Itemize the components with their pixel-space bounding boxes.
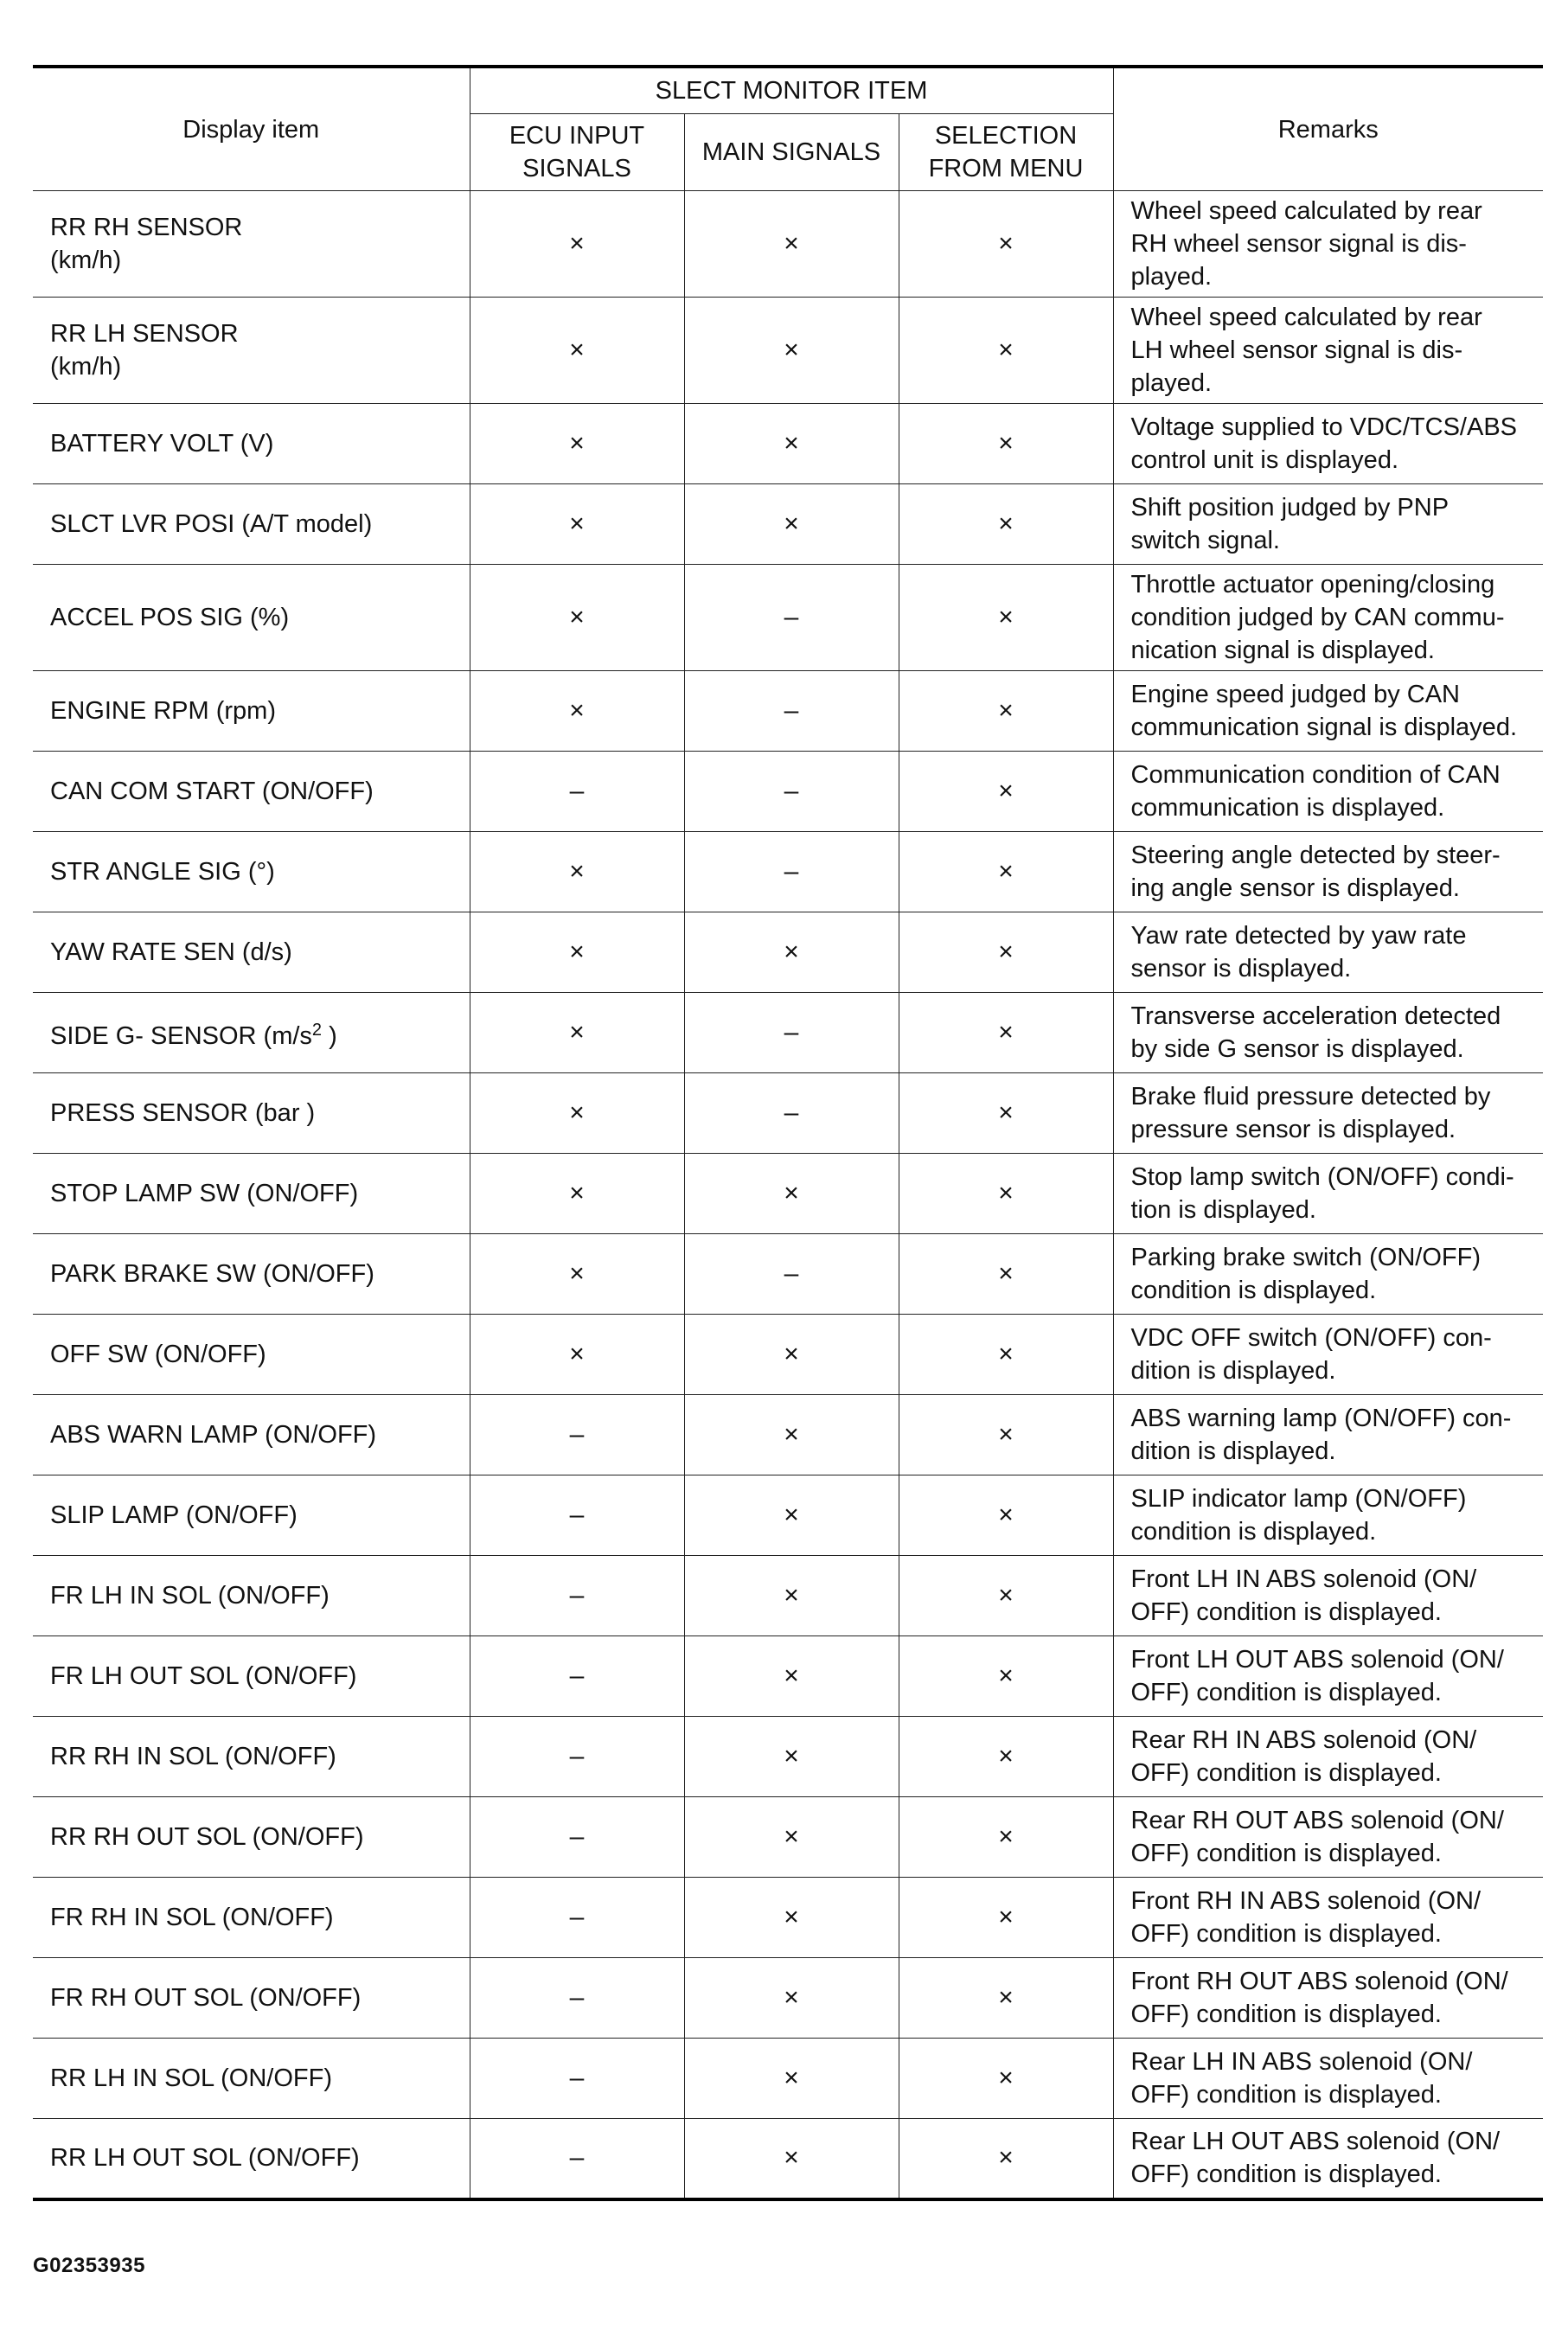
remarks-cell (1113, 1315, 1543, 1395)
ecu-input-mark: – (470, 1797, 684, 1878)
display-item-cell (33, 832, 470, 912)
display-item-text: STOP LAMP SW (ON/OFF) (50, 1180, 359, 1207)
selection-menu-mark: × (899, 1797, 1113, 1878)
main-signals-mark: – (684, 1234, 899, 1315)
display-item-text: FR LH OUT SOL (ON/OFF) (50, 1662, 357, 1690)
ecu-input-mark: – (470, 2039, 684, 2119)
remarks-line: Front RH OUT ABS solenoid (ON/ (1130, 1968, 1508, 1995)
display-item-text: RR LH SENSOR (50, 320, 239, 348)
remarks-line: ing angle sensor is displayed. (1130, 874, 1460, 902)
remarks-line: tion is displayed. (1130, 1196, 1316, 1224)
main-signals-mark: × (684, 1958, 899, 2039)
display-item-cell (33, 1717, 470, 1797)
display-item-cell (33, 1475, 470, 1556)
display-item-cell (33, 1073, 470, 1154)
table-row (33, 1958, 1543, 2039)
main-signals-mark: × (684, 2039, 899, 2119)
selection-menu-mark: × (899, 1073, 1113, 1154)
main-signals-mark: × (684, 2119, 899, 2199)
display-item-cell (33, 1636, 470, 1717)
main-signals-mark: × (684, 1878, 899, 1958)
remarks-cell (1113, 832, 1543, 912)
table-row (33, 565, 1543, 671)
display-item-text: YAW RATE SEN (d/s) (50, 938, 292, 966)
table-row (33, 1475, 1543, 1556)
table-row (33, 671, 1543, 752)
remarks-line: OFF) condition is displayed. (1130, 2160, 1442, 2189)
selection-menu-mark: × (899, 1475, 1113, 1556)
table-row (33, 404, 1543, 484)
main-signals-mark: × (684, 1475, 899, 1556)
selection-menu-mark: × (899, 1154, 1113, 1234)
ecu-input-mark: – (470, 752, 684, 832)
table-row (33, 1717, 1543, 1797)
monitor-item-table-container (33, 65, 1543, 2201)
selection-menu-mark: × (899, 404, 1113, 484)
remarks-line: condition is displayed. (1130, 1518, 1377, 1546)
display-item-cell (33, 671, 470, 752)
display-item-cell (33, 298, 470, 404)
table-row (33, 1878, 1543, 1958)
display-item-text: FR RH IN SOL (ON/OFF) (50, 1904, 334, 1931)
main-signals-mark: × (684, 484, 899, 565)
display-item-cell (33, 1315, 470, 1395)
table-row (33, 1395, 1543, 1475)
main-signals-mark: × (684, 1797, 899, 1878)
main-signals-mark: × (684, 1556, 899, 1636)
remarks-line: Voltage supplied to VDC/TCS/ABS (1130, 413, 1518, 441)
selection-menu-mark: × (899, 1958, 1113, 2039)
table-row (33, 1315, 1543, 1395)
display-item-cell (33, 1797, 470, 1878)
display-item-text: OFF SW (ON/OFF) (50, 1341, 266, 1368)
table-row (33, 191, 1543, 298)
selection-menu-mark: × (899, 1717, 1113, 1797)
remarks-line: OFF) condition is displayed. (1130, 1679, 1442, 1706)
remarks-line: OFF) condition is displayed. (1130, 2081, 1442, 2109)
remarks-line: Brake fluid pressure detected by (1130, 1083, 1491, 1111)
remarks-line: Communication condition of CAN (1130, 761, 1501, 789)
main-signals-mark: × (684, 1315, 899, 1395)
main-signals-mark: × (684, 1636, 899, 1717)
main-signals-mark: × (684, 1154, 899, 1234)
remarks-cell (1113, 671, 1543, 752)
remarks-line: condition is displayed. (1130, 1277, 1377, 1304)
header-select-monitor-item: SLECT MONITOR ITEM (470, 67, 1113, 114)
selection-menu-mark: × (899, 298, 1113, 404)
selection-menu-mark: × (899, 1878, 1113, 1958)
display-item-text: SLIP LAMP (ON/OFF) (50, 1501, 298, 1529)
display-item-cell (33, 1556, 470, 1636)
ecu-input-mark: × (470, 1315, 684, 1395)
remarks-line: Yaw rate detected by yaw rate (1130, 922, 1467, 950)
ecu-input-mark: – (470, 1878, 684, 1958)
display-item-text: SIDE G- SENSOR (m/s (50, 1021, 312, 1050)
display-item-cell (33, 752, 470, 832)
display-item-cell (33, 1878, 470, 1958)
display-item-cell (33, 1395, 470, 1475)
remarks-line: pressure sensor is displayed. (1130, 1116, 1456, 1143)
selection-menu-mark: × (899, 993, 1113, 1073)
selection-menu-mark: × (899, 1315, 1113, 1395)
remarks-line: control unit is displayed. (1130, 446, 1398, 474)
display-item-text: PRESS SENSOR (bar ) (50, 1099, 316, 1127)
selection-menu-mark: × (899, 1556, 1113, 1636)
main-signals-mark: – (684, 671, 899, 752)
display-item-text: STR ANGLE SIG (°) (50, 858, 275, 886)
header-main-signals: MAIN SIGNALS (684, 114, 899, 191)
remarks-line: Rear LH OUT ABS solenoid (ON/ (1130, 2128, 1501, 2156)
table-row (33, 752, 1543, 832)
display-item-text: RR RH SENSOR (50, 214, 243, 241)
selection-menu-mark: × (899, 191, 1113, 298)
display-item-cell (33, 191, 470, 298)
remarks-cell (1113, 404, 1543, 484)
table-row (33, 2039, 1543, 2119)
table-row (33, 1234, 1543, 1315)
remarks-line: Parking brake switch (ON/OFF) (1130, 1244, 1481, 1271)
remarks-line: played. (1130, 263, 1213, 291)
superscript: 2 (311, 1020, 323, 1040)
table-row (33, 912, 1543, 993)
header-selection-line-2: FROM MENU (928, 155, 1084, 182)
remarks-cell (1113, 1395, 1543, 1475)
display-item-cell (33, 1154, 470, 1234)
ecu-input-mark: – (470, 1395, 684, 1475)
table-row (33, 298, 1543, 404)
remarks-line: Rear RH IN ABS solenoid (ON/ (1130, 1726, 1477, 1754)
main-signals-mark: × (684, 404, 899, 484)
ecu-input-mark: × (470, 1073, 684, 1154)
remarks-line: OFF) condition is displayed. (1130, 1920, 1442, 1948)
remarks-line: Shift position judged by PNP (1130, 494, 1450, 522)
display-item-text: SLCT LVR POSI (A/T model) (50, 510, 373, 538)
remarks-line: OFF) condition is displayed. (1130, 1840, 1442, 1867)
header-ecu-line-2: SIGNALS (522, 155, 631, 182)
display-item-cell (33, 993, 470, 1073)
remarks-line: RH wheel sensor signal is dis- (1130, 230, 1467, 258)
table-row (33, 1154, 1543, 1234)
main-signals-mark: × (684, 912, 899, 993)
remarks-cell (1113, 1717, 1543, 1797)
display-item-cell (33, 2039, 470, 2119)
display-item-text: (km/h) (50, 246, 122, 274)
display-item-cell (33, 484, 470, 565)
main-signals-mark: × (684, 191, 899, 298)
remarks-line: Front RH IN ABS solenoid (ON/ (1130, 1887, 1482, 1915)
display-item-text: FR LH IN SOL (ON/OFF) (50, 1582, 330, 1610)
main-signals-mark: × (684, 1395, 899, 1475)
display-item-cell (33, 1234, 470, 1315)
display-item-cell (33, 2119, 470, 2199)
display-item-text: PARK BRAKE SW (ON/OFF) (50, 1260, 374, 1288)
remarks-cell (1113, 1556, 1543, 1636)
display-item-tail: ) (322, 1021, 337, 1050)
remarks-line: nication signal is displayed. (1130, 637, 1435, 664)
selection-menu-mark: × (899, 671, 1113, 752)
main-signals-mark: – (684, 752, 899, 832)
remarks-cell (1113, 993, 1543, 1073)
table-row (33, 2119, 1543, 2199)
remarks-cell (1113, 1073, 1543, 1154)
ecu-input-mark: – (470, 1475, 684, 1556)
table-row (33, 1797, 1543, 1878)
remarks-line: dition is displayed. (1130, 1357, 1336, 1385)
remarks-line: Transverse acceleration detected (1130, 1002, 1501, 1030)
display-item-text: BATTERY VOLT (V) (50, 430, 274, 458)
remarks-line: switch signal. (1130, 527, 1280, 554)
ecu-input-mark: × (470, 565, 684, 671)
header-display-item: Display item (33, 67, 470, 191)
display-item-text: ABS WARN LAMP (ON/OFF) (50, 1421, 377, 1449)
remarks-line: OFF) condition is displayed. (1130, 1759, 1442, 1787)
remarks-line: communication is displayed. (1130, 794, 1445, 822)
display-item-text: (km/h) (50, 353, 122, 381)
table-row (33, 993, 1543, 1073)
display-item-cell (33, 1958, 470, 2039)
remarks-line: Steering angle detected by steer- (1130, 842, 1501, 869)
display-item-text: RR RH IN SOL (ON/OFF) (50, 1743, 336, 1770)
remarks-cell (1113, 1636, 1543, 1717)
main-signals-mark: – (684, 993, 899, 1073)
header-selection-line-1: SELECTION (934, 122, 1078, 150)
header-ecu-input-signals (470, 114, 684, 191)
remarks-line: OFF) condition is displayed. (1130, 1598, 1442, 1626)
selection-menu-mark: × (899, 2039, 1113, 2119)
remarks-line: Rear RH OUT ABS solenoid (ON/ (1130, 1807, 1504, 1834)
selection-menu-mark: × (899, 1234, 1113, 1315)
remarks-cell (1113, 2119, 1543, 2199)
display-item-text: RR RH OUT SOL (ON/OFF) (50, 1823, 364, 1851)
remarks-line: condition judged by CAN commu- (1130, 604, 1505, 631)
remarks-line: dition is displayed. (1130, 1437, 1336, 1465)
table-row (33, 832, 1543, 912)
remarks-cell (1113, 298, 1543, 404)
display-item-text: FR RH OUT SOL (ON/OFF) (50, 1984, 362, 2012)
selection-menu-mark: × (899, 565, 1113, 671)
remarks-line: Engine speed judged by CAN (1130, 681, 1460, 708)
main-signals-mark: × (684, 298, 899, 404)
ecu-input-mark: × (470, 191, 684, 298)
remarks-cell (1113, 2039, 1543, 2119)
table-row (33, 484, 1543, 565)
remarks-line: ABS warning lamp (ON/OFF) con- (1130, 1405, 1512, 1432)
remarks-cell (1113, 484, 1543, 565)
monitor-item-table (33, 65, 1543, 2201)
selection-menu-mark: × (899, 1636, 1113, 1717)
remarks-line: VDC OFF switch (ON/OFF) con- (1130, 1324, 1492, 1352)
remarks-cell (1113, 1234, 1543, 1315)
remarks-cell (1113, 1154, 1543, 1234)
main-signals-mark: – (684, 1073, 899, 1154)
remarks-line: communication signal is displayed. (1130, 714, 1517, 741)
table-header (33, 67, 1543, 191)
main-signals-mark: – (684, 832, 899, 912)
header-ecu-line-1: ECU INPUT (509, 122, 645, 150)
ecu-input-mark: – (470, 1958, 684, 2039)
display-item-text: RR LH OUT SOL (ON/OFF) (50, 2144, 360, 2173)
ecu-input-mark: × (470, 484, 684, 565)
remarks-line: Throttle actuator opening/closing (1130, 571, 1495, 599)
selection-menu-mark: × (899, 484, 1113, 565)
remarks-cell (1113, 191, 1543, 298)
remarks-line: Stop lamp switch (ON/OFF) condi- (1130, 1163, 1514, 1191)
ecu-input-mark: × (470, 671, 684, 752)
selection-menu-mark: × (899, 2119, 1113, 2199)
display-item-text: RR LH IN SOL (ON/OFF) (50, 2064, 332, 2092)
remarks-line: OFF) condition is displayed. (1130, 2000, 1442, 2028)
remarks-line: Wheel speed calculated by rear (1130, 197, 1482, 225)
remarks-line: Wheel speed calculated by rear (1130, 304, 1482, 331)
main-signals-mark: – (684, 565, 899, 671)
table-row (33, 1073, 1543, 1154)
display-item-cell (33, 404, 470, 484)
ecu-input-mark: × (470, 298, 684, 404)
table-row (33, 1636, 1543, 1717)
ecu-input-mark: × (470, 993, 684, 1073)
ecu-input-mark: × (470, 404, 684, 484)
remarks-cell (1113, 1878, 1543, 1958)
display-item-text: CAN COM START (ON/OFF) (50, 778, 374, 805)
selection-menu-mark: × (899, 1395, 1113, 1475)
ecu-input-mark: – (470, 1636, 684, 1717)
remarks-cell (1113, 752, 1543, 832)
remarks-line: sensor is displayed. (1130, 955, 1352, 983)
display-item-text: ENGINE RPM (rpm) (50, 697, 276, 725)
remarks-line: played. (1130, 369, 1213, 397)
remarks-line: LH wheel sensor signal is dis- (1130, 336, 1463, 364)
display-item-cell (33, 912, 470, 993)
remarks-line: Front LH OUT ABS solenoid (ON/ (1130, 1646, 1504, 1674)
ecu-input-mark: – (470, 1717, 684, 1797)
remarks-cell (1113, 1797, 1543, 1878)
remarks-line: SLIP indicator lamp (ON/OFF) (1130, 1485, 1467, 1513)
remarks-cell (1113, 1958, 1543, 2039)
ecu-input-mark: × (470, 912, 684, 993)
selection-menu-mark: × (899, 752, 1113, 832)
remarks-cell (1113, 1475, 1543, 1556)
figure-id: G02353935 (33, 2254, 145, 2277)
selection-menu-mark: × (899, 832, 1113, 912)
ecu-input-mark: – (470, 2119, 684, 2199)
ecu-input-mark: × (470, 1234, 684, 1315)
ecu-input-mark: × (470, 1154, 684, 1234)
ecu-input-mark: × (470, 832, 684, 912)
display-item-text: ACCEL POS SIG (%) (50, 604, 290, 631)
table-row (33, 1556, 1543, 1636)
remarks-line: Front LH IN ABS solenoid (ON/ (1130, 1565, 1477, 1593)
main-signals-mark: × (684, 1717, 899, 1797)
display-item-cell (33, 565, 470, 671)
ecu-input-mark: – (470, 1556, 684, 1636)
header-selection-from-menu (899, 114, 1113, 191)
selection-menu-mark: × (899, 912, 1113, 993)
header-remarks: Remarks (1113, 67, 1543, 191)
remarks-line: by side G sensor is displayed. (1130, 1035, 1464, 1063)
table-body (33, 191, 1543, 2199)
remarks-cell (1113, 565, 1543, 671)
remarks-line: Rear LH IN ABS solenoid (ON/ (1130, 2048, 1473, 2076)
remarks-cell (1113, 912, 1543, 993)
